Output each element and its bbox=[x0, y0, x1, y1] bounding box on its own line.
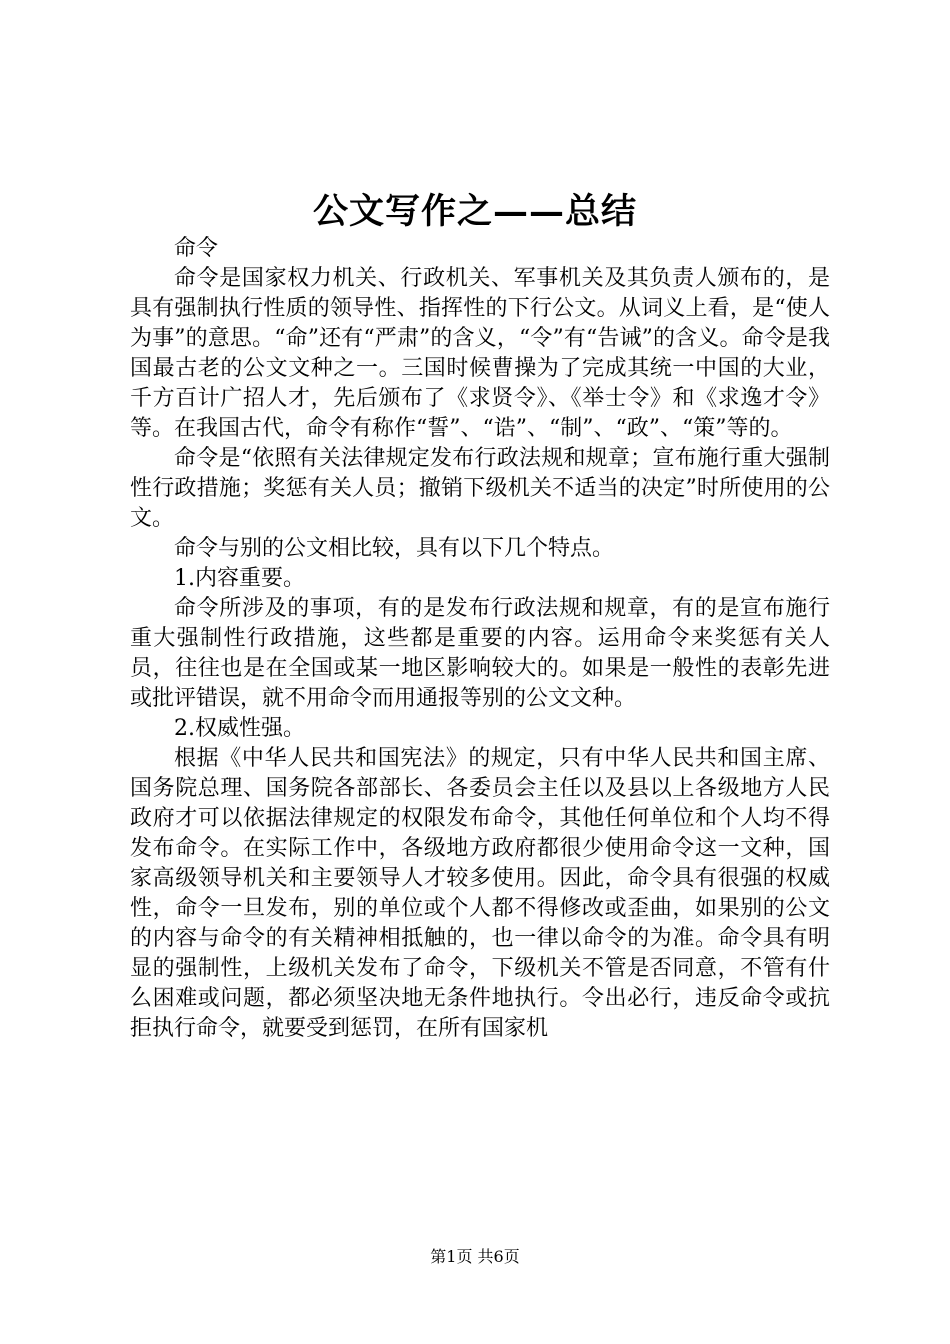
paragraph-heading: 命令 bbox=[174, 236, 219, 261]
paragraph: 根据《中华人民共和国宪法》的规定，只有中华人民共和国主席、国务院总理、国务院各部部长、各委员会主任以及县以上各级地方人民政府才可以依据法律规定的权限发布命令，其他任何单位和个人均不得发布命令。在实际工作中，各级地方政府都很少使用命令这一文种，国家高级领导机关和主要领导人才较多使用。因此，命令具有很强的权威性，命令一旦发布，别的单位或个人都不得修改或歪曲，如果别的公文的内容与命令的有关精神相抵触的，也一律以命令的为准。命令具有明显的强制性，上级机关发布了命令，下级机关不管是否同意，不管有什么困难或问题，都必须坚决地无条件地执行。令出必行，违反命令或抗拒执行命令，就要受到惩罚，在所有国家机 bbox=[130, 746, 830, 1041]
paragraph: 命令所涉及的事项，有的是发布行政法规和规章，有的是宣布施行重大强制性行政措施，这些都是重要的内容。运用命令来奖惩有关人员，往往也是在全国或某一地区影响较大的。如果是一般性的表彰先进或批评错误，就不用命令而用通报等别的公文文种。 bbox=[130, 596, 830, 711]
document-body bbox=[130, 234, 830, 1044]
page-number: 第1页 共6页 bbox=[430, 1247, 520, 1266]
document-title: 公文写作之——总结 bbox=[312, 191, 637, 232]
paragraph: 命令是国家权力机关、行政机关、军事机关及其负责人颁布的，是具有强制执行性质的领导性、指挥性的下行公文。从词义上看，是“使人为事”的意思。“命”还有“严肃”的含义，“令”有“告诫”的含义。命令是我国最古老的公文文种之一。三国时候曹操为了完成其统一中国的大业，千方百计广招人才，先后颁布了《求贤令》、《举士令》和《求逸才令》等。在我国古代，命令有称作“誓”、“诰”、“制”、“政”、“策”等的。 bbox=[130, 266, 830, 441]
paragraph: 命令与别的公文相比较，具有以下几个特点。 bbox=[174, 536, 615, 561]
section-heading: 2.权威性强。 bbox=[174, 716, 305, 741]
section-heading: 1.内容重要。 bbox=[174, 566, 305, 591]
paragraph: 命令是“依照有关法律规定发布行政法规和规章；宣布施行重大强制性行政措施；奖惩有关人员；撤销下级机关不适当的决定”时所使用的公文。 bbox=[130, 446, 830, 531]
